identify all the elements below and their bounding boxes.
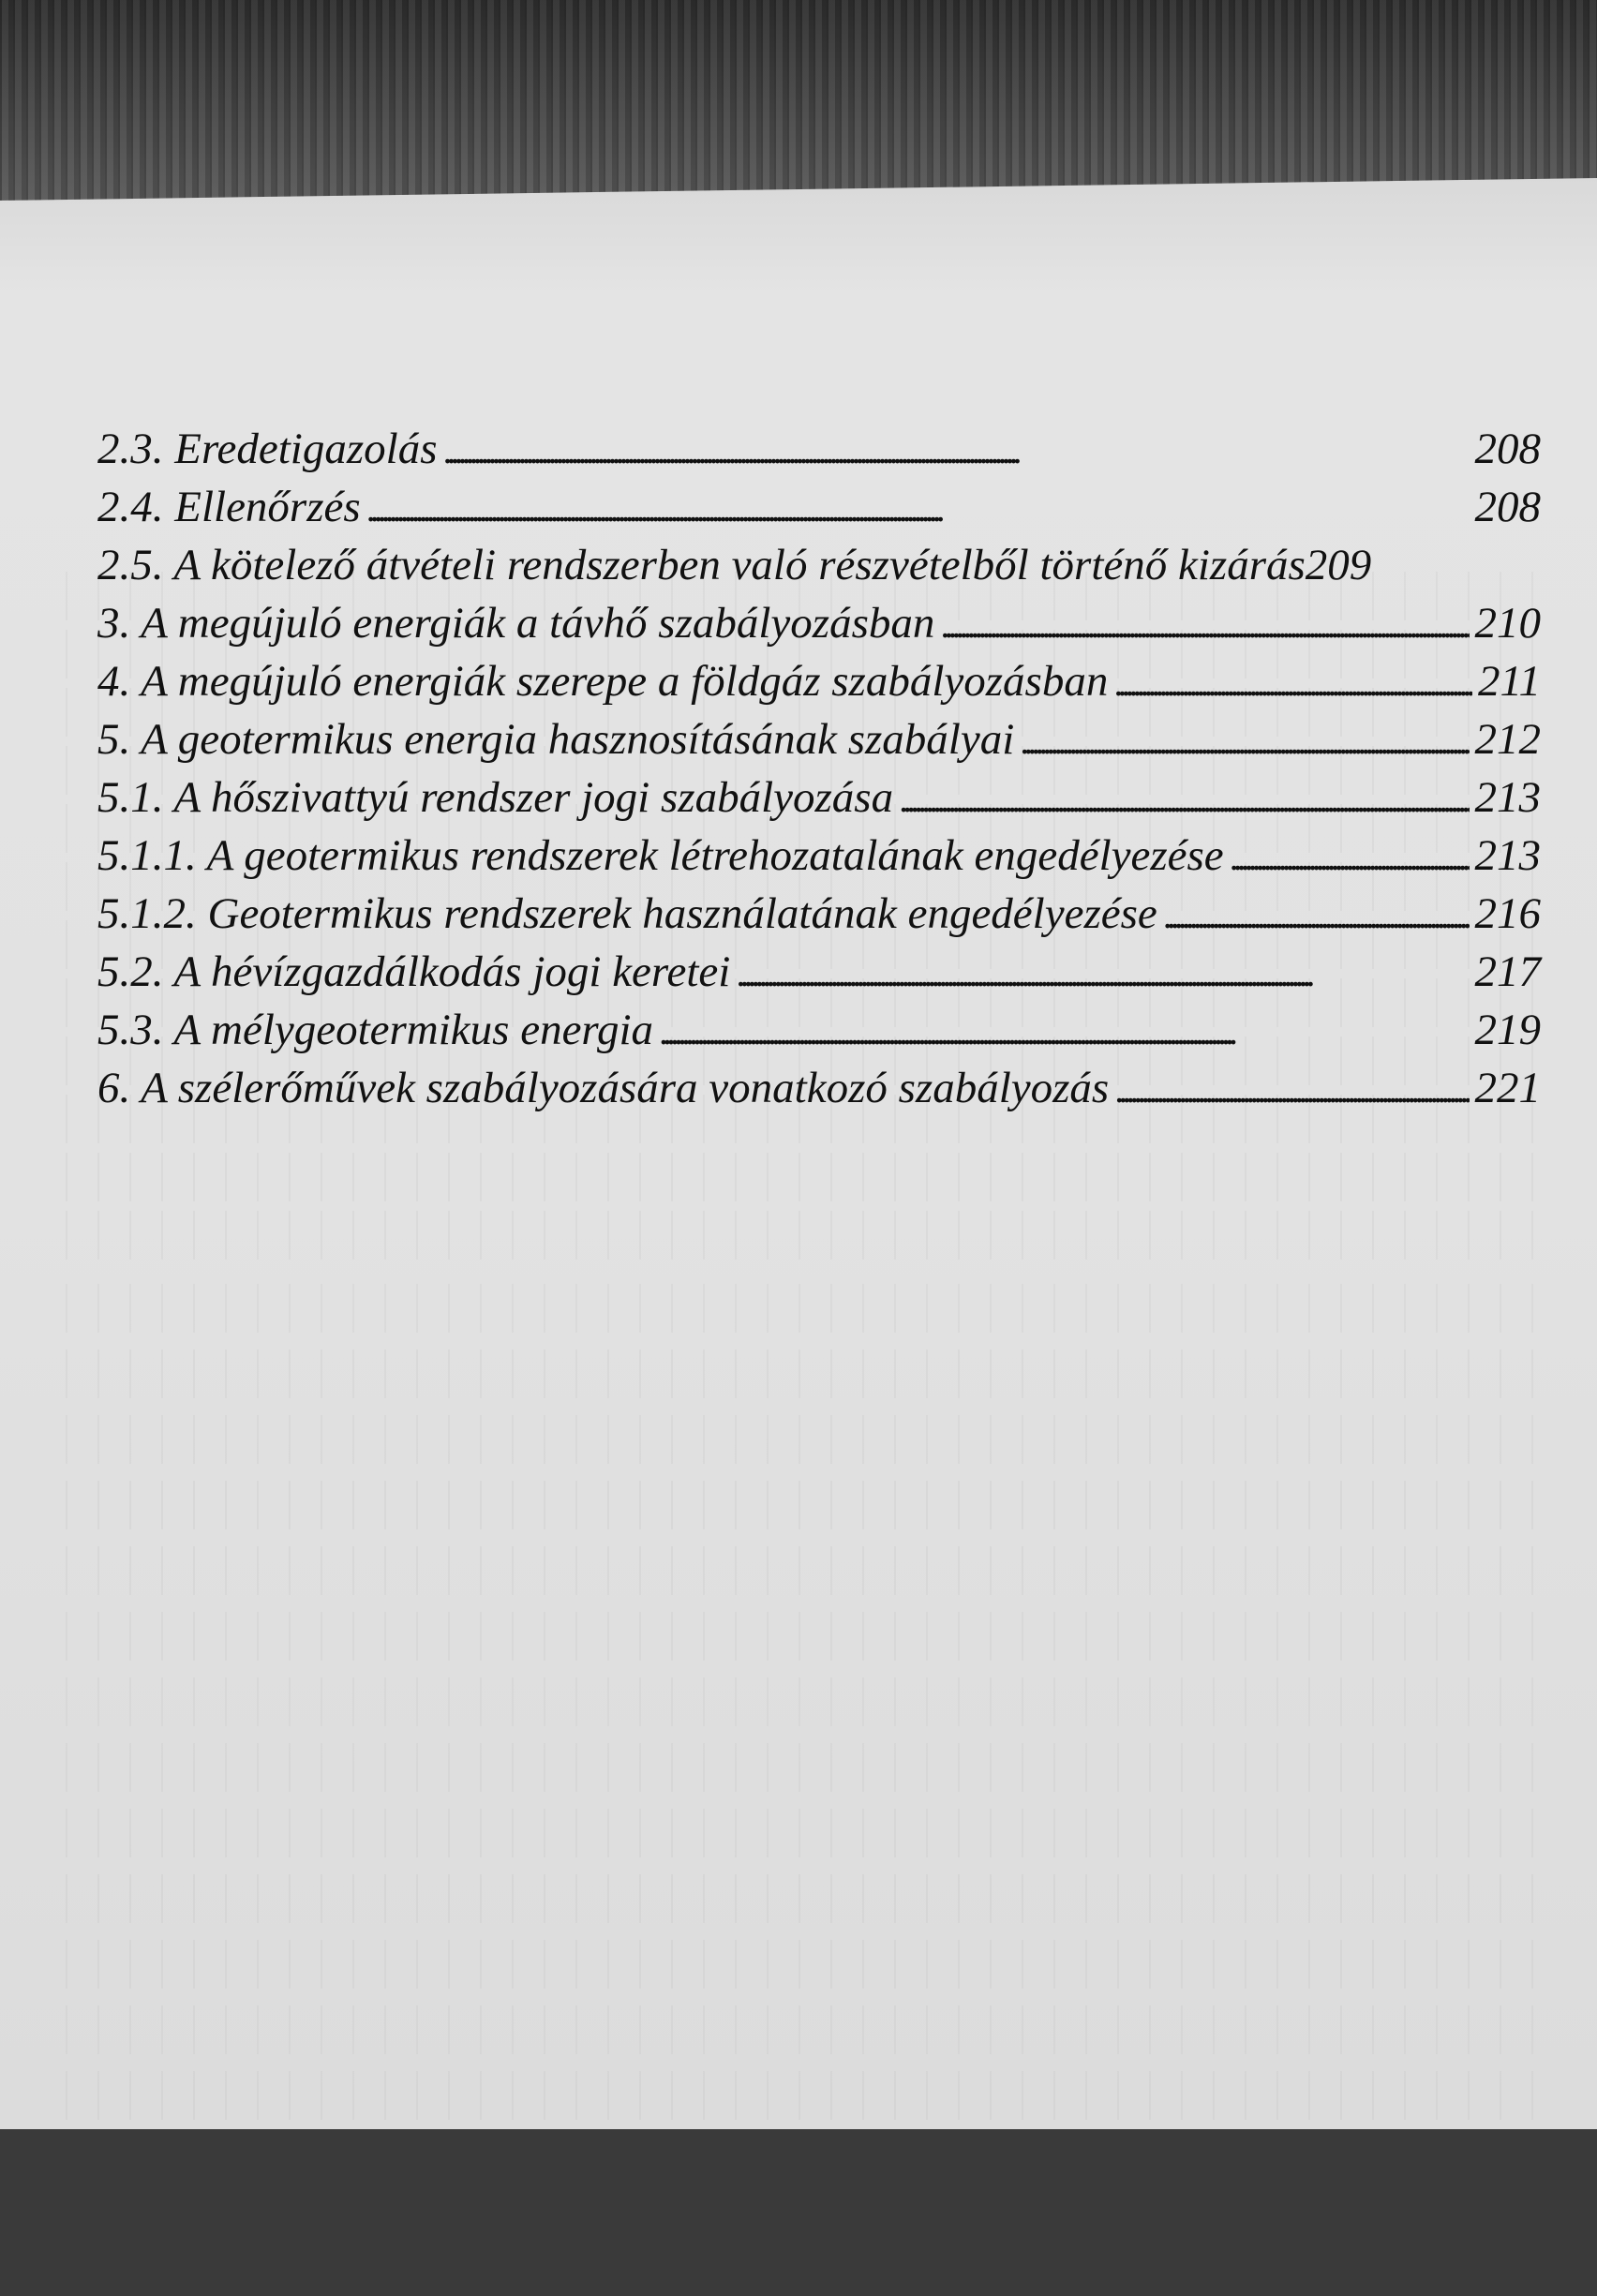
toc-entry [97,420,1541,478]
toc-entry-page: 217 [1474,947,1541,996]
toc-entry-title: 5.3. A mélygeotermikus energia [97,1006,654,1054]
dot-leader [899,770,1469,828]
dot-leader [940,596,1469,654]
dot-leader [442,422,1469,480]
toc-entry-page: 213 [1474,831,1541,880]
toc-entry [97,827,1541,885]
toc-entry [97,1001,1541,1059]
toc-entry-page: 212 [1474,715,1541,764]
toc-entry [97,594,1541,652]
toc-entry-title: 5.1.2. Geotermikus rendszerek használatának engedélyezése [97,889,1157,938]
dot-leader [1113,654,1472,712]
toc-entry-title: 3. A megújuló energiák a távhő szabályozásban [97,599,935,648]
dot-leader [1020,712,1469,770]
toc-entry-title: 4. A megújuló energiák szerepe a földgáz szabályozásban [97,657,1109,706]
toc-entry-title: 5. A geotermikus energia hasznosításának szabályai [97,715,1015,764]
toc-entry-page: 209 [1305,541,1372,589]
toc-entry-page: 208 [1474,425,1541,473]
dot-leader [366,480,1470,538]
toc-entry [97,768,1541,827]
toc-entry-title: 2.5. A kötelező átvételi rendszerben való részvételből történő kizárás [97,541,1306,589]
toc-entry-page: 213 [1474,773,1541,822]
toc-entry [97,536,1541,594]
toc-entry-page: 208 [1474,483,1541,531]
toc-entry-page: 216 [1474,889,1541,938]
toc-entry-page: 211 [1477,657,1541,706]
toc-entry-title: 5.2. A hévízgazdálkodás jogi keretei [97,947,731,996]
toc-entry-page: 219 [1474,1006,1541,1054]
toc-entry-title: 2.3. Eredetigazolás [97,425,438,473]
toc-entry-title: 2.4. Ellenőrzés [97,483,361,531]
dot-leader [736,945,1469,1003]
toc-entry [97,885,1541,943]
toc-entry [97,943,1541,1001]
toc-entry-page: 221 [1474,1064,1541,1112]
toc-entry [97,478,1541,536]
dot-leader [1114,1061,1469,1119]
toc-entry-page: 210 [1474,599,1541,648]
toc-entry [97,652,1541,710]
toc-entry [97,1059,1541,1117]
dot-leader [1163,887,1470,945]
toc-entry-title: 5.1. A hőszivattyú rendszer jogi szabályozása [97,773,894,822]
dot-leader [1230,828,1470,887]
toc-entry-title: 6. A szélerőművek szabályozására vonatkozó szabályozás [97,1064,1110,1112]
toc-entry [97,710,1541,768]
dot-leader [659,1003,1469,1061]
toc-entry-title: 5.1.1. A geotermikus rendszerek létrehozatalának engedélyezése [97,831,1224,880]
